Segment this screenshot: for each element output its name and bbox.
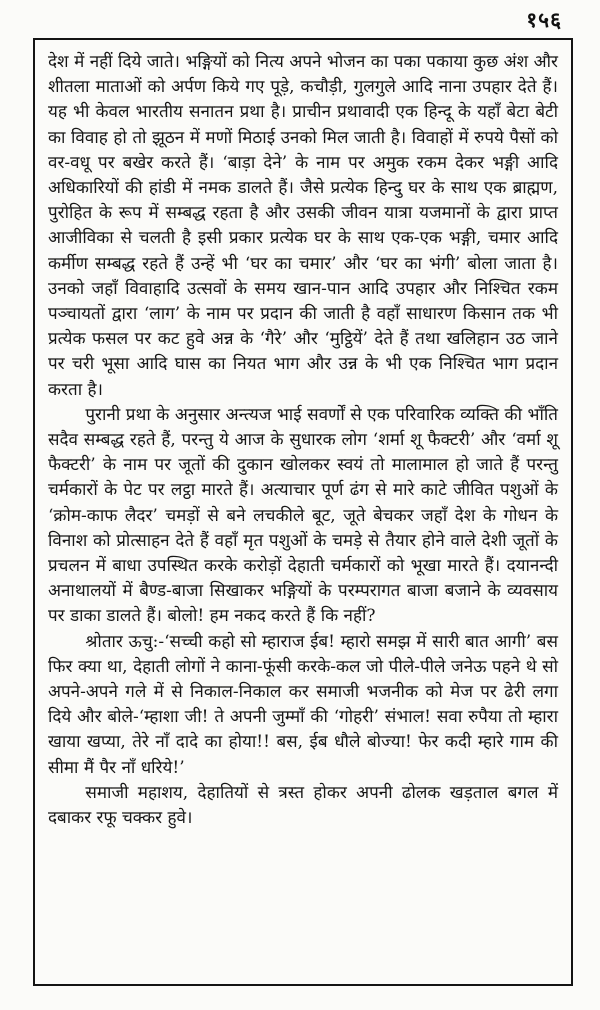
paragraph: श्रोतार ऊचु:-‘सच्ची कहो सो म्हाराज ईब! म्हारो समझ में सारी बात आगी’ बस फिर क्या था, देहाती लोगों ने काना-फूंसी करके-कल जो पीले-पीले जनेऊ पहने थे सो अपने-अपने गले में से निकाल-निकाल कर समाजी भजनीक को मेज पर ढेरी लगा दिये और बोले-‘म्हाशा जी! ते अपनी जुम्माँ की ‘गोहरी’ संभाल! सवा रुपैया तो म्हारा खाया खप्या, तेरे नाँ दादे का होया!! बस, ईब धौले बोज्या! फेर कदी म्हारे गाम की सीमा मैं पैर नाँ धरिये!’ xyxy=(48,631,558,778)
paragraph: पुरानी प्रथा के अनुसार अन्त्यज भाई सवर्णों से एक परिवारिक व्यक्ति की भाँति सदैव सम्बद्ध रहते हैं, परन्तु ये आज के सुधारक लोग ‘शर्मा शू फैक्टरी’ और ‘वर्मा शू फैक्टरी’ के नाम पर जूतों की दुकान खोलकर स्वयं तो मालामाल हो जाते हैं परन्तु चर्मकारों के पेट पर लट्ठा मारते हैं। अत्याचार पूर्ण ढंग से मारे काटे जीवित पशुओं के ‘क्रोम-काफ लैदर’ चमड़ों से बने लचकीले बूट, जूते बेचकर जहाँ देश के गोधन के विनाश को प्रोत्साहन देते हैं वहाँ मृत पशुओं के चमड़े से तैयार होने वाले देशी जूतों के प्रचलन में बाधा उपस्थित करके करोड़ों देहाती चर्मकारों को भूखा मारते हैं। दयानन्दी अनाथालयों में बैण्ड-बाजा सिखाकर भङ्गियों के परम्परागत बाजा बजाने के व्यवसाय पर डाका डालते हैं। बोलो! हम नकद करते हैं कि नहीं? xyxy=(48,404,558,627)
page-border-frame xyxy=(33,38,573,986)
paragraph: समाजी महाशय, देहातियों से त्रस्त होकर अपनी ढोलक खड़ताल बगल में दबाकर रफू चक्कर हुवे। xyxy=(48,782,558,829)
body-text xyxy=(48,50,558,831)
page-number: १५६ xyxy=(526,7,562,32)
paragraph: देश में नहीं दिये जाते। भङ्गियों को नित्य अपने भोजन का पका पकाया कुछ अंश और शीतला माताओं को अर्पण किये गए पूड़े, कचौड़ी, गुलगुले आदि नाना उपहार देते हैं। यह भी केवल भारतीय सनातन प्रथा है। प्राचीन प्रथावादी एक हिन्दू के यहाँ बेटा बेटी का विवाह हो तो झूठन में मणों मिठाई उनको मिल जाती है। विवाहों में रुपये पैसों को वर-वधू पर बखेर करते हैं। ‘बाड़ा देने’ के नाम पर अमुक रकम देकर भङ्गी आदि अधिकारियों की हांडी में नमक डालते हैं। जैसे प्रत्येक हिन्दु घर के साथ एक ब्राह्मण, पुरोहित के रूप में सम्बद्ध रहता है और उसकी जीवन यात्रा यजमानों के द्वारा प्राप्त आजीविका से चलती है इसी प्रकार प्रत्येक घर के साथ एक-एक भङ्गी, चमार आदि कर्मीण सम्बद्ध रहते हैं उन्हें भी ‘घर का चमार’ और ‘घर का भंगी’ बोला जाता है। उनको जहाँ विवाहादि उत्सवों के समय खान-पान आदि उपहार और निश्चित रकम पञ्चायतों द्वारा ‘लाग’ के नाम पर प्रदान की जाती है वहाँ साधारण किसान तक भी प्रत्येक फसल पर कट हुवे अन्न के ‘गैरे’ और ‘मुट्ठियें’ देते हैं तथा खलिहान उठ जाने पर चरी भूसा आदि घास का नियत भाग और उन्न के भी एक निश्चित भाग प्रदान करता है। xyxy=(48,52,558,400)
